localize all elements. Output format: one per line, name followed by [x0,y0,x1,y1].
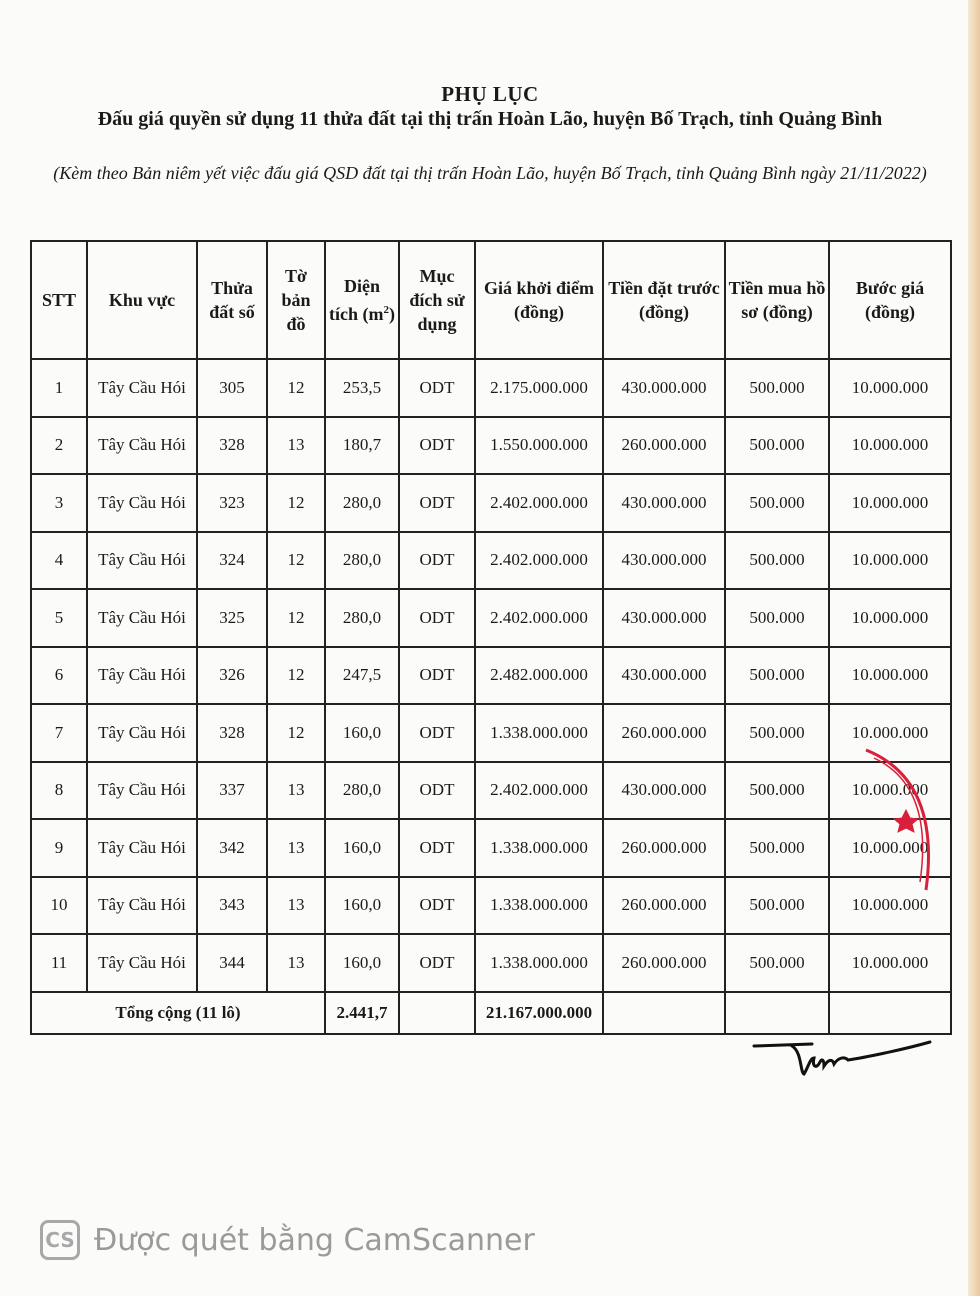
header-buoc-gia: Bước giá (đồng) [829,241,951,359]
cell-dien-tich: 180,7 [325,417,399,475]
cell-khu-vuc: Tây Cầu Hói [87,474,197,532]
table-row [31,934,951,992]
header-dien-tich [325,241,399,359]
table-header-row [31,241,951,359]
cell-khu-vuc: Tây Cầu Hói [87,647,197,705]
cell-khu-vuc: Tây Cầu Hói [87,359,197,417]
cell-tien-mua-ho-so: 500.000 [725,589,829,647]
cell-buoc-gia: 10.000.000 [829,762,951,820]
cell-muc-dich: ODT [399,647,475,705]
cell-khu-vuc: Tây Cầu Hói [87,532,197,590]
table-row [31,647,951,705]
cell-thua-dat-so: 326 [197,647,267,705]
header-tien-dat-truoc: Tiền đặt trước (đồng) [603,241,725,359]
total-gia-khoi-diem: 21.167.000.000 [475,992,603,1034]
cell-tien-mua-ho-so: 500.000 [725,532,829,590]
watermark-text: Được quét bằng CamScanner [94,1222,535,1258]
cell-buoc-gia: 10.000.000 [829,647,951,705]
total-dien-tich: 2.441,7 [325,992,399,1034]
table-row [31,704,951,762]
cell-stt: 4 [31,532,87,590]
cell-to-ban-do: 13 [267,762,325,820]
header-to-ban-do: Tờ bản đồ [267,241,325,359]
cell-dien-tich: 160,0 [325,877,399,935]
cell-tien-dat-truoc: 430.000.000 [603,532,725,590]
cell-tien-dat-truoc: 260.000.000 [603,819,725,877]
auction-table-container [30,240,950,1035]
cell-dien-tich: 280,0 [325,589,399,647]
scanner-watermark [40,1218,535,1262]
cell-dien-tich: 160,0 [325,819,399,877]
cell-stt: 10 [31,877,87,935]
cell-stt: 6 [31,647,87,705]
cell-thua-dat-so: 343 [197,877,267,935]
table-row [31,359,951,417]
cell-gia-khoi-diem: 1.550.000.000 [475,417,603,475]
cell-thua-dat-so: 337 [197,762,267,820]
cell-khu-vuc: Tây Cầu Hói [87,417,197,475]
header-dien-tich-sup: 2 [383,304,389,316]
table-body [31,359,951,992]
cell-tien-dat-truoc: 430.000.000 [603,589,725,647]
table-row [31,819,951,877]
cell-to-ban-do: 12 [267,589,325,647]
header-tien-mua-ho-so: Tiền mua hồ sơ (đồng) [725,241,829,359]
cell-buoc-gia: 10.000.000 [829,704,951,762]
cell-dien-tich: 160,0 [325,704,399,762]
cell-buoc-gia: 10.000.000 [829,417,951,475]
cell-muc-dich: ODT [399,359,475,417]
cell-to-ban-do: 12 [267,532,325,590]
cell-to-ban-do: 13 [267,877,325,935]
cell-buoc-gia: 10.000.000 [829,474,951,532]
camscanner-logo-icon: CS [40,1220,80,1260]
cell-muc-dich: ODT [399,934,475,992]
cell-to-ban-do: 12 [267,704,325,762]
cell-gia-khoi-diem: 1.338.000.000 [475,704,603,762]
cell-muc-dich: ODT [399,819,475,877]
cell-to-ban-do: 13 [267,934,325,992]
page-edge [968,0,980,1296]
cell-muc-dich: ODT [399,417,475,475]
cell-gia-khoi-diem: 1.338.000.000 [475,934,603,992]
cell-dien-tich: 160,0 [325,934,399,992]
cell-buoc-gia: 10.000.000 [829,877,951,935]
cell-tien-dat-truoc: 430.000.000 [603,359,725,417]
document-title: PHỤ LỤC [441,82,539,106]
cell-stt: 2 [31,417,87,475]
cell-buoc-gia: 10.000.000 [829,532,951,590]
document-subtitle: Đấu giá quyền sử dụng 11 thửa đất tại thị trấn Hoàn Lão, huyện Bố Trạch, tỉnh Quảng Bình [97,108,883,130]
cell-thua-dat-so: 324 [197,532,267,590]
cell-khu-vuc: Tây Cầu Hói [87,589,197,647]
cell-thua-dat-so: 344 [197,934,267,992]
table-row [31,474,951,532]
cell-tien-mua-ho-so: 500.000 [725,819,829,877]
cell-dien-tich: 280,0 [325,532,399,590]
cell-dien-tich: 280,0 [325,762,399,820]
header-gia-khoi-diem: Giá khởi điểm (đồng) [475,241,603,359]
cell-tien-mua-ho-so: 500.000 [725,359,829,417]
cell-tien-dat-truoc: 260.000.000 [603,704,725,762]
table-row [31,762,951,820]
cell-to-ban-do: 12 [267,359,325,417]
cell-gia-khoi-diem: 2.402.000.000 [475,762,603,820]
header-muc-dich: Mục đích sử dụng [399,241,475,359]
cell-gia-khoi-diem: 1.338.000.000 [475,877,603,935]
cell-thua-dat-so: 305 [197,359,267,417]
cell-tien-dat-truoc: 260.000.000 [603,877,725,935]
total-empty-cell [399,992,475,1034]
cell-stt: 9 [31,819,87,877]
cell-stt: 7 [31,704,87,762]
cell-buoc-gia: 10.000.000 [829,359,951,417]
cell-stt: 3 [31,474,87,532]
cell-tien-mua-ho-so: 500.000 [725,704,829,762]
cell-stt: 8 [31,762,87,820]
header-khu-vuc: Khu vực [87,241,197,359]
cell-thua-dat-so: 328 [197,417,267,475]
cell-thua-dat-so: 325 [197,589,267,647]
table-row [31,589,951,647]
cell-tien-mua-ho-so: 500.000 [725,474,829,532]
cell-buoc-gia: 10.000.000 [829,589,951,647]
cell-stt: 5 [31,589,87,647]
cell-gia-khoi-diem: 1.338.000.000 [475,819,603,877]
handwritten-signature [752,1024,932,1084]
cell-gia-khoi-diem: 2.402.000.000 [475,589,603,647]
cell-to-ban-do: 13 [267,819,325,877]
cell-muc-dich: ODT [399,762,475,820]
cell-to-ban-do: 13 [267,417,325,475]
cell-tien-dat-truoc: 430.000.000 [603,647,725,705]
cell-buoc-gia: 10.000.000 [829,934,951,992]
cell-stt: 1 [31,359,87,417]
cell-tien-mua-ho-so: 500.000 [725,417,829,475]
cell-to-ban-do: 12 [267,647,325,705]
cell-muc-dich: ODT [399,704,475,762]
header-dien-tich-close: ) [388,304,395,324]
cell-dien-tich: 247,5 [325,647,399,705]
cell-khu-vuc: Tây Cầu Hói [87,819,197,877]
cell-tien-mua-ho-so: 500.000 [725,877,829,935]
table-row [31,417,951,475]
red-seal-stamp [846,740,946,900]
cell-buoc-gia: 10.000.000 [829,819,951,877]
header-stt: STT [31,241,87,359]
cell-muc-dich: ODT [399,589,475,647]
header-dien-tich-text: Diện tích (m [329,276,384,324]
cell-gia-khoi-diem: 2.402.000.000 [475,474,603,532]
document-note: (Kèm theo Bản niêm yết việc đấu giá QSD đất tại thị trấn Hoàn Lão, huyện Bố Trạch, tỉnh Quảng Bình ngày 21/11/2022) [53,163,927,183]
cell-thua-dat-so: 342 [197,819,267,877]
cell-tien-mua-ho-so: 500.000 [725,647,829,705]
cell-muc-dich: ODT [399,474,475,532]
cell-muc-dich: ODT [399,877,475,935]
cell-muc-dich: ODT [399,532,475,590]
cell-gia-khoi-diem: 2.175.000.000 [475,359,603,417]
cell-tien-dat-truoc: 260.000.000 [603,417,725,475]
cell-dien-tich: 280,0 [325,474,399,532]
cell-khu-vuc: Tây Cầu Hói [87,762,197,820]
cell-thua-dat-so: 323 [197,474,267,532]
cell-tien-dat-truoc: 430.000.000 [603,474,725,532]
cell-tien-mua-ho-so: 500.000 [725,762,829,820]
table-row [31,532,951,590]
cell-gia-khoi-diem: 2.402.000.000 [475,532,603,590]
auction-table [30,240,952,1035]
total-empty-cell [603,992,725,1034]
cell-dien-tich: 253,5 [325,359,399,417]
header-thua-dat-so: Thửa đất số [197,241,267,359]
cell-tien-dat-truoc: 260.000.000 [603,934,725,992]
total-label: Tổng cộng (11 lô) [31,992,325,1034]
cell-khu-vuc: Tây Cầu Hói [87,877,197,935]
cell-thua-dat-so: 328 [197,704,267,762]
table-row [31,877,951,935]
cell-gia-khoi-diem: 2.482.000.000 [475,647,603,705]
cell-tien-dat-truoc: 430.000.000 [603,762,725,820]
cell-stt: 11 [31,934,87,992]
cell-khu-vuc: Tây Cầu Hói [87,934,197,992]
cell-tien-mua-ho-so: 500.000 [725,934,829,992]
cell-to-ban-do: 12 [267,474,325,532]
cell-khu-vuc: Tây Cầu Hói [87,704,197,762]
